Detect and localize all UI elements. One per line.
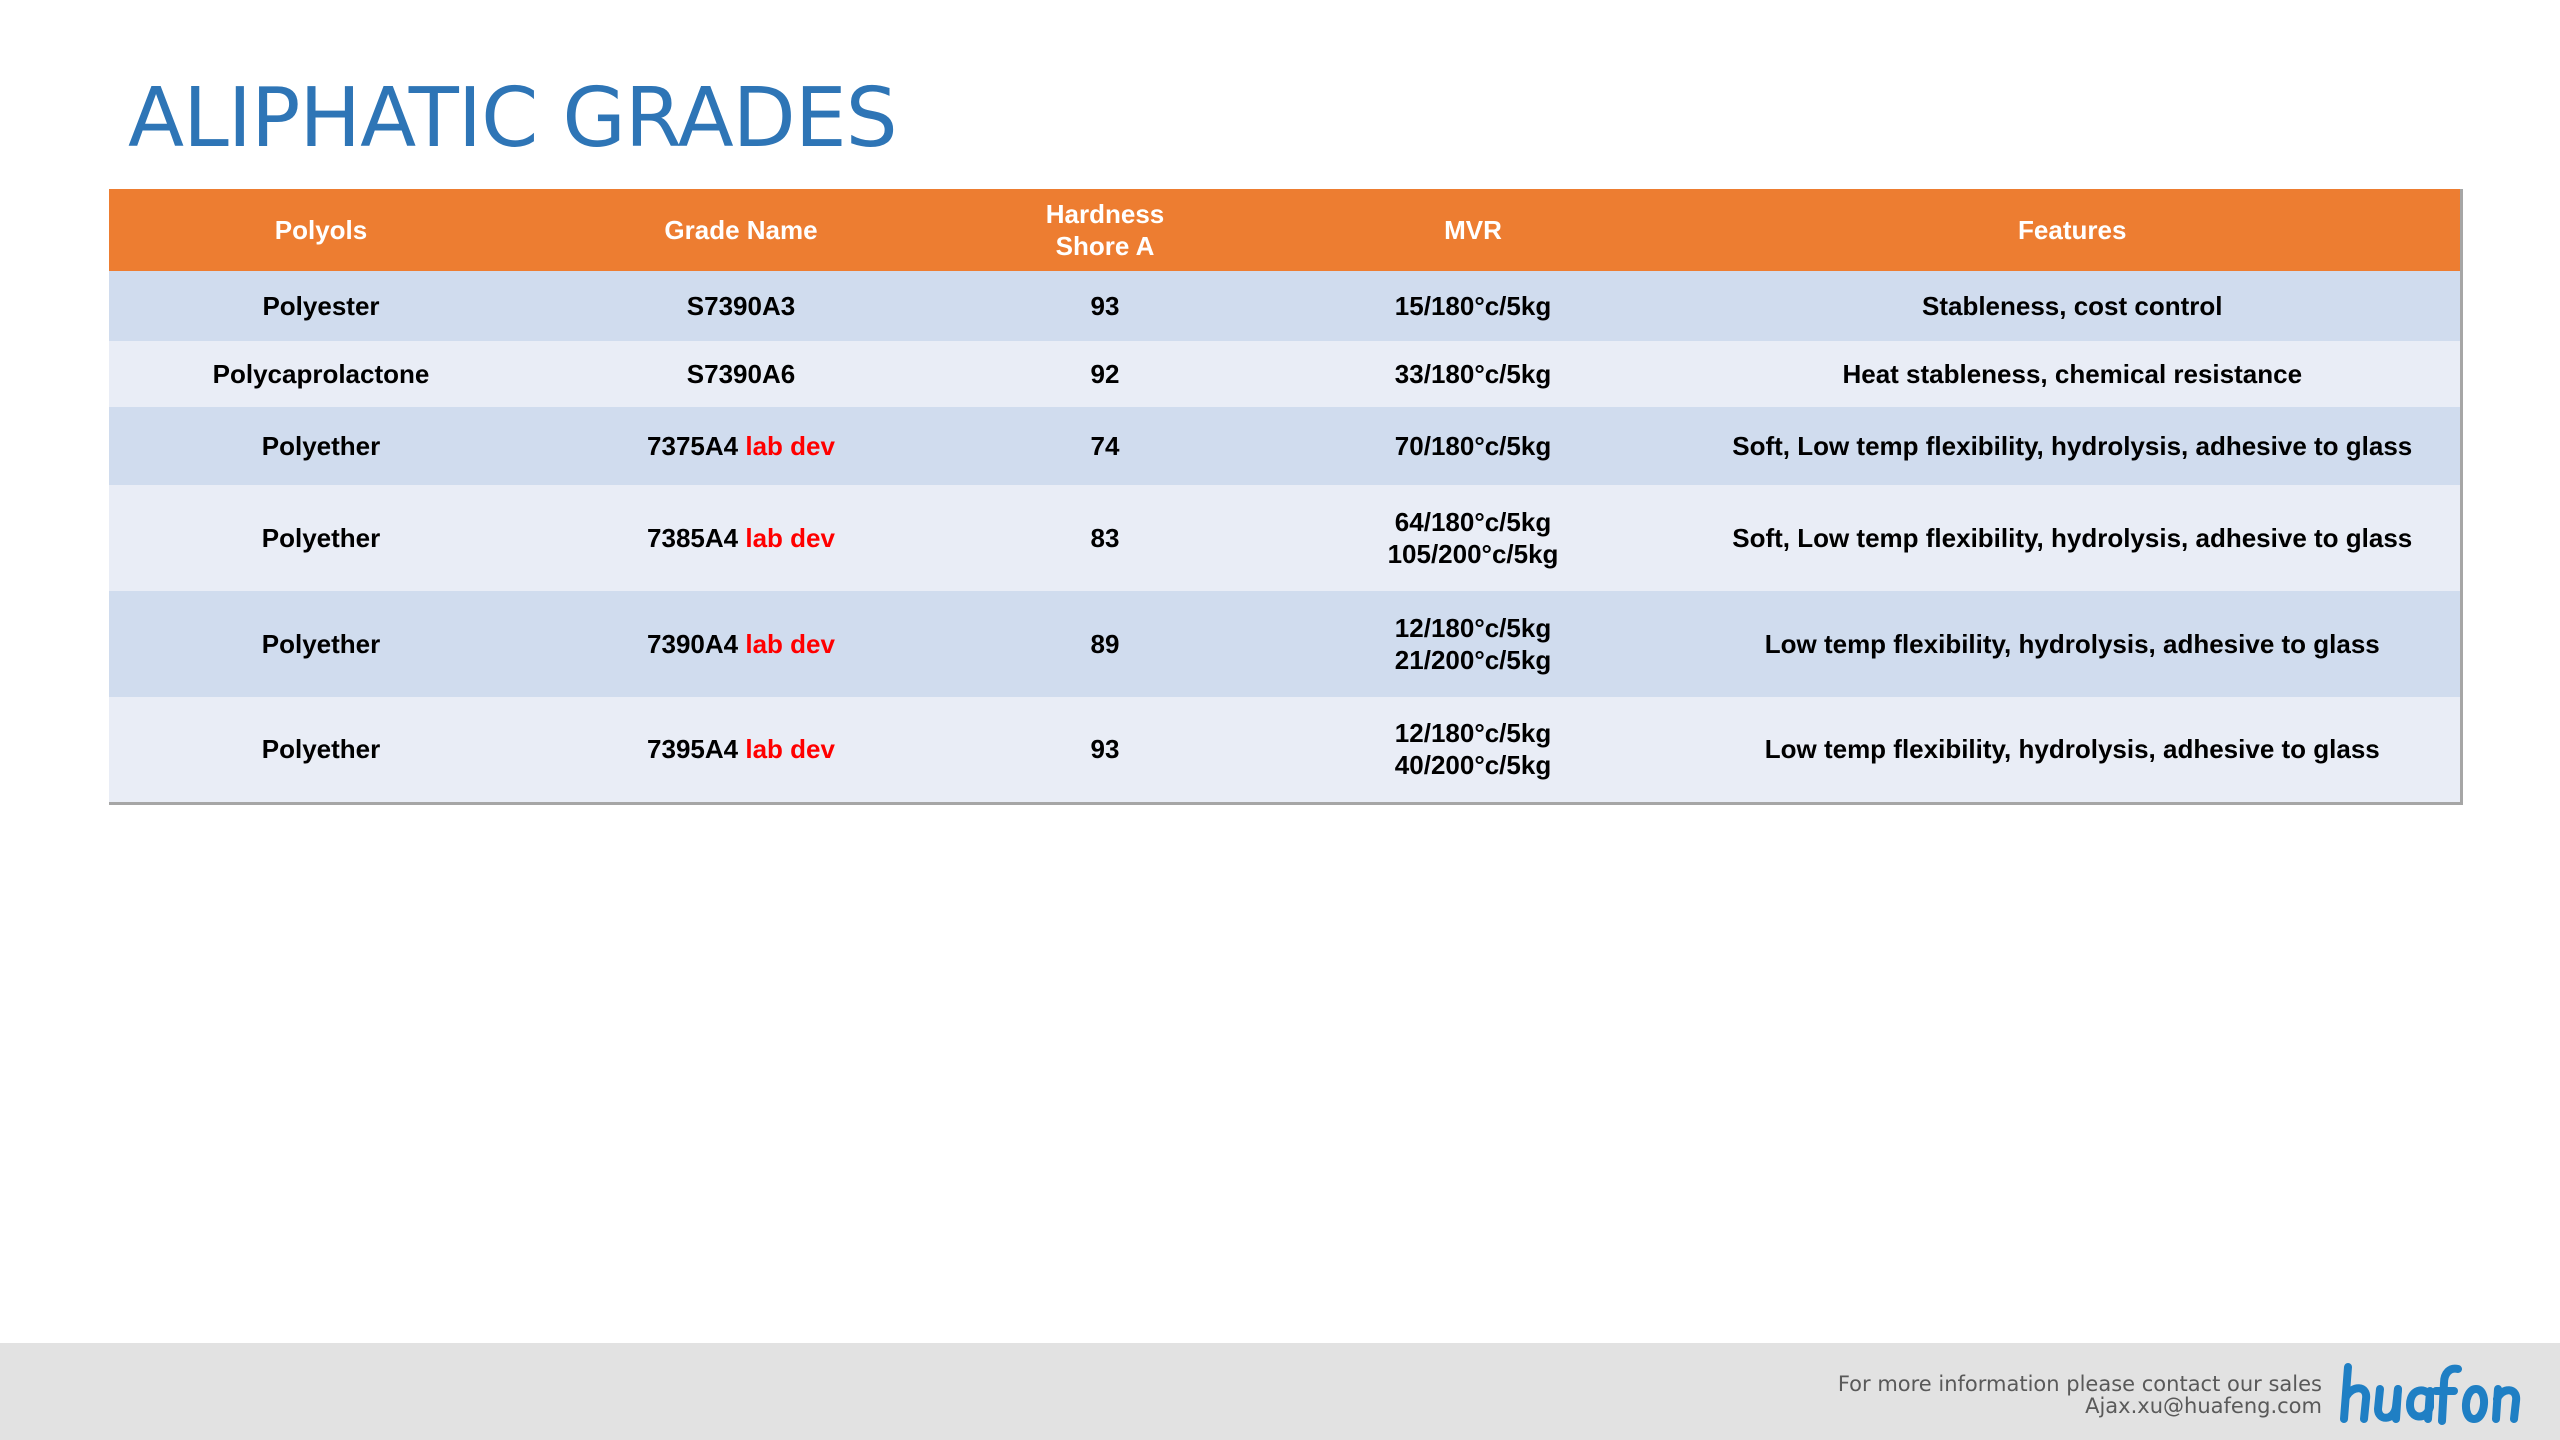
mvr-value: 12/180°c/5kg [1394, 613, 1552, 643]
cell-mvr [1261, 341, 1685, 407]
mvr-value: 33/180°c/5kg [1394, 359, 1552, 389]
header-mvr: MVR [1261, 189, 1685, 271]
cell-grade [533, 407, 949, 485]
cell-hardness: 74 [949, 407, 1261, 485]
table-row [109, 271, 2461, 341]
cell-mvr [1261, 697, 1685, 803]
mvr-value: 70/180°c/5kg [1394, 431, 1552, 461]
table-row [109, 485, 2461, 591]
table-row [109, 341, 2461, 407]
mvr-value: 105/200°c/5kg [1387, 539, 1559, 569]
header-hardness-line2: Shore A [1055, 231, 1155, 261]
cell-mvr [1261, 591, 1685, 697]
page-title: ALIPHATIC GRADES [128, 71, 897, 166]
cell-hardness: 89 [949, 591, 1261, 697]
grades-table [109, 189, 2463, 805]
contact-text: For more information please contact our sales [1837, 1372, 2322, 1396]
grade-name: 7385A4 [647, 523, 739, 553]
cell-features: Heat stableness, chemical resistance [1685, 341, 2461, 407]
cell-hardness: 93 [949, 271, 1261, 341]
table-row [109, 591, 2461, 697]
cell-grade [533, 591, 949, 697]
cell-grade [533, 341, 949, 407]
cell-mvr [1261, 407, 1685, 485]
cell-mvr [1261, 485, 1685, 591]
sales-contact [1838, 1373, 2322, 1417]
cell-mvr [1261, 271, 1685, 341]
grade-name: 7375A4 [647, 431, 739, 461]
mvr-value: 21/200°c/5kg [1394, 645, 1552, 675]
table-header-row [109, 189, 2461, 271]
cell-grade [533, 485, 949, 591]
cell-polyol: Polyether [109, 591, 533, 697]
table-row [109, 697, 2461, 803]
cell-grade [533, 697, 949, 803]
header-hardness [949, 189, 1261, 271]
header-polyols: Polyols [109, 189, 533, 271]
cell-features: Soft, Low temp flexibility, hydrolysis, adhesive to glass [1685, 485, 2461, 591]
mvr-value: 15/180°c/5kg [1394, 291, 1552, 321]
grade-name: S7390A3 [686, 291, 796, 321]
cell-polyol: Polyether [109, 407, 533, 485]
cell-hardness: 92 [949, 341, 1261, 407]
grade-name: 7395A4 [647, 734, 739, 765]
table-row [109, 407, 2461, 485]
cell-hardness: 83 [949, 485, 1261, 591]
mvr-value: 40/200°c/5kg [1394, 750, 1552, 781]
grade-name: S7390A6 [686, 359, 796, 389]
cell-polyol: Polyether [109, 485, 533, 591]
header-features: Features [1685, 189, 2461, 271]
mvr-value: 12/180°c/5kg [1394, 718, 1552, 749]
cell-features: Stableness, cost control [1685, 271, 2461, 341]
contact-email: Ajax.xu@huafeng.com [2085, 1394, 2322, 1418]
lab-dev-tag: lab dev [745, 629, 835, 659]
header-grade-name: Grade Name [533, 189, 949, 271]
grade-name: 7390A4 [647, 629, 739, 659]
footer-bar [0, 1343, 2560, 1440]
cell-grade [533, 271, 949, 341]
cell-polyol: Polyether [109, 697, 533, 803]
cell-polyol: Polycaprolactone [109, 341, 533, 407]
cell-polyol: Polyester [109, 271, 533, 341]
cell-features: Soft, Low temp flexibility, hydrolysis, adhesive to glass [1685, 407, 2461, 485]
cell-features: Low temp flexibility, hydrolysis, adhesive to glass [1685, 697, 2461, 803]
mvr-value: 64/180°c/5kg [1394, 507, 1552, 537]
huafon-logo [2338, 1361, 2524, 1427]
header-hardness-line1: Hardness [1045, 199, 1165, 229]
cell-features: Low temp flexibility, hydrolysis, adhesive to glass [1685, 591, 2461, 697]
lab-dev-tag: lab dev [745, 431, 835, 461]
cell-hardness: 93 [949, 697, 1261, 803]
lab-dev-tag: lab dev [745, 523, 835, 553]
lab-dev-tag: lab dev [745, 734, 835, 765]
